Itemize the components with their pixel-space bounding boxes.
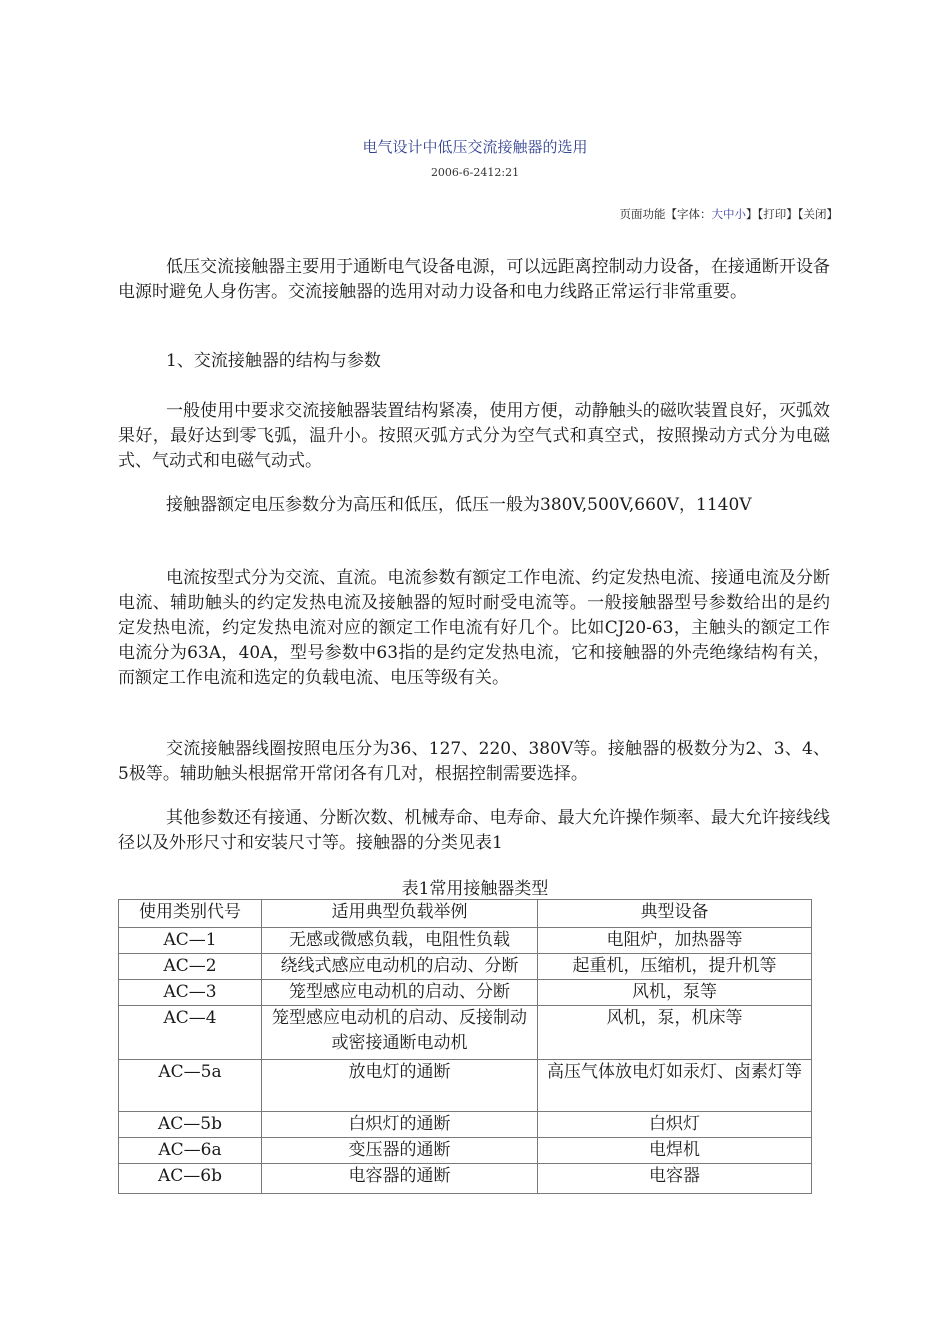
equipment-cell: 电焊机 (538, 1138, 812, 1164)
table-row (119, 1112, 812, 1138)
category-cell: AC—4 (119, 1006, 262, 1060)
section-heading-1: 1、交流接触器的结构与参数 (166, 351, 381, 371)
table-row (119, 928, 812, 954)
paragraph-coil: 交流接触器线圈按照电压分为36、127、220、380V等。接触器的极数分为2、3、4、5极等。辅助触头根据常开常闭各有几对，根据控制需要选择。 (118, 739, 830, 784)
font-large-link[interactable]: 大 (711, 207, 723, 221)
font-size-close: 】 (746, 207, 758, 221)
close-link[interactable]: 【关闭】 (797, 207, 838, 221)
load-cell: 笼型感应电动机的启动、分断 (262, 980, 538, 1006)
category-cell: AC—2 (119, 954, 262, 980)
font-small-link[interactable]: 小 (734, 207, 746, 221)
load-cell: 白炽灯的通断 (262, 1112, 538, 1138)
category-cell: AC—5a (119, 1060, 262, 1112)
equipment-cell: 电容器 (538, 1164, 812, 1194)
category-cell: AC—5b (119, 1112, 262, 1138)
load-cell: 电容器的通断 (262, 1164, 538, 1194)
table-row (119, 1164, 812, 1194)
table-caption: 表1常用接触器类型 (401, 879, 549, 899)
font-size-open: 【字体： (665, 207, 712, 221)
table-row (119, 954, 812, 980)
print-link[interactable]: 【打印】 (757, 207, 798, 221)
publish-date: 2006-6-2412:21 (430, 166, 520, 179)
font-medium-link[interactable]: 中 (723, 207, 735, 221)
page-functions (620, 206, 839, 222)
paragraph-other: 其他参数还有接通、分断次数、机械寿命、电寿命、最大允许操作频率、最大允许接线线径以及外形尺寸和安装尺寸等。接触器的分类见表1 (118, 808, 830, 853)
load-cell: 变压器的通断 (262, 1138, 538, 1164)
equipment-cell: 起重机，压缩机，提升机等 (538, 954, 812, 980)
equipment-cell: 白炽灯 (538, 1112, 812, 1138)
table-row (119, 1060, 812, 1112)
table-row (119, 1006, 812, 1060)
category-cell: AC—6a (119, 1138, 262, 1164)
contactor-types-table (118, 899, 812, 1194)
paragraph-intro: 低压交流接触器主要用于通断电气设备电源，可以远距离控制动力设备，在接通断开设备电源时避免人身伤害。交流接触器的选用对动力设备和电力线路正常运行非常重要。 (118, 257, 830, 302)
paragraph-current: 电流按型式分为交流、直流。电流参数有额定工作电流、约定发热电流、接通电流及分断电流、辅助触头的约定发热电流及接触器的短时耐受电流等。一般接触器型号参数给出的是约定发热电流，约定发热电流对应的额定工作电流有好几个。比如CJ20-63，主触头的额定工作电流分为63A，40A，型号参数中63指的是约定发热电流，它和接触器的外壳绝缘结构有关，而额定工作电流和选定的负载电流、电压等级有关。 (118, 568, 830, 688)
equipment-cell: 风机，泵等 (538, 980, 812, 1006)
table-row (119, 980, 812, 1006)
category-cell: AC—3 (119, 980, 262, 1006)
equipment-cell: 风机，泵，机床等 (538, 1006, 812, 1060)
header-load: 适用典型负载举例 (262, 900, 538, 928)
header-category: 使用类别代号 (119, 900, 262, 928)
category-cell: AC—1 (119, 928, 262, 954)
paragraph-structure: 一般使用中要求交流接触器装置结构紧凑，使用方便，动静触头的磁吹装置良好，灭弧效果好，最好达到零飞弧，温升小。按照灭弧方式分为空气式和真空式，按照操动方式分为电磁式、气动式和电磁气动式。 (118, 401, 830, 471)
paragraph-voltage: 接触器额定电压参数分为高压和低压，低压一般为380V,500V,660V，1140V (166, 495, 752, 515)
load-cell: 绕线式感应电动机的启动、分断 (262, 954, 538, 980)
load-cell: 笼型感应电动机的启动、反接制动或密接通断电动机 (262, 1006, 538, 1060)
page-functions-label: 页面功能 (619, 207, 666, 221)
load-cell: 无感或微感负载，电阻性负载 (262, 928, 538, 954)
header-equipment: 典型设备 (538, 900, 812, 928)
table-header-row (119, 900, 812, 928)
category-cell: AC—6b (119, 1164, 262, 1194)
page-title: 电气设计中低压交流接触器的选用 (362, 138, 588, 156)
equipment-cell: 高压气体放电灯如汞灯、卤素灯等 (538, 1060, 812, 1112)
equipment-cell: 电阻炉，加热器等 (538, 928, 812, 954)
table-row (119, 1138, 812, 1164)
load-cell: 放电灯的通断 (262, 1060, 538, 1112)
